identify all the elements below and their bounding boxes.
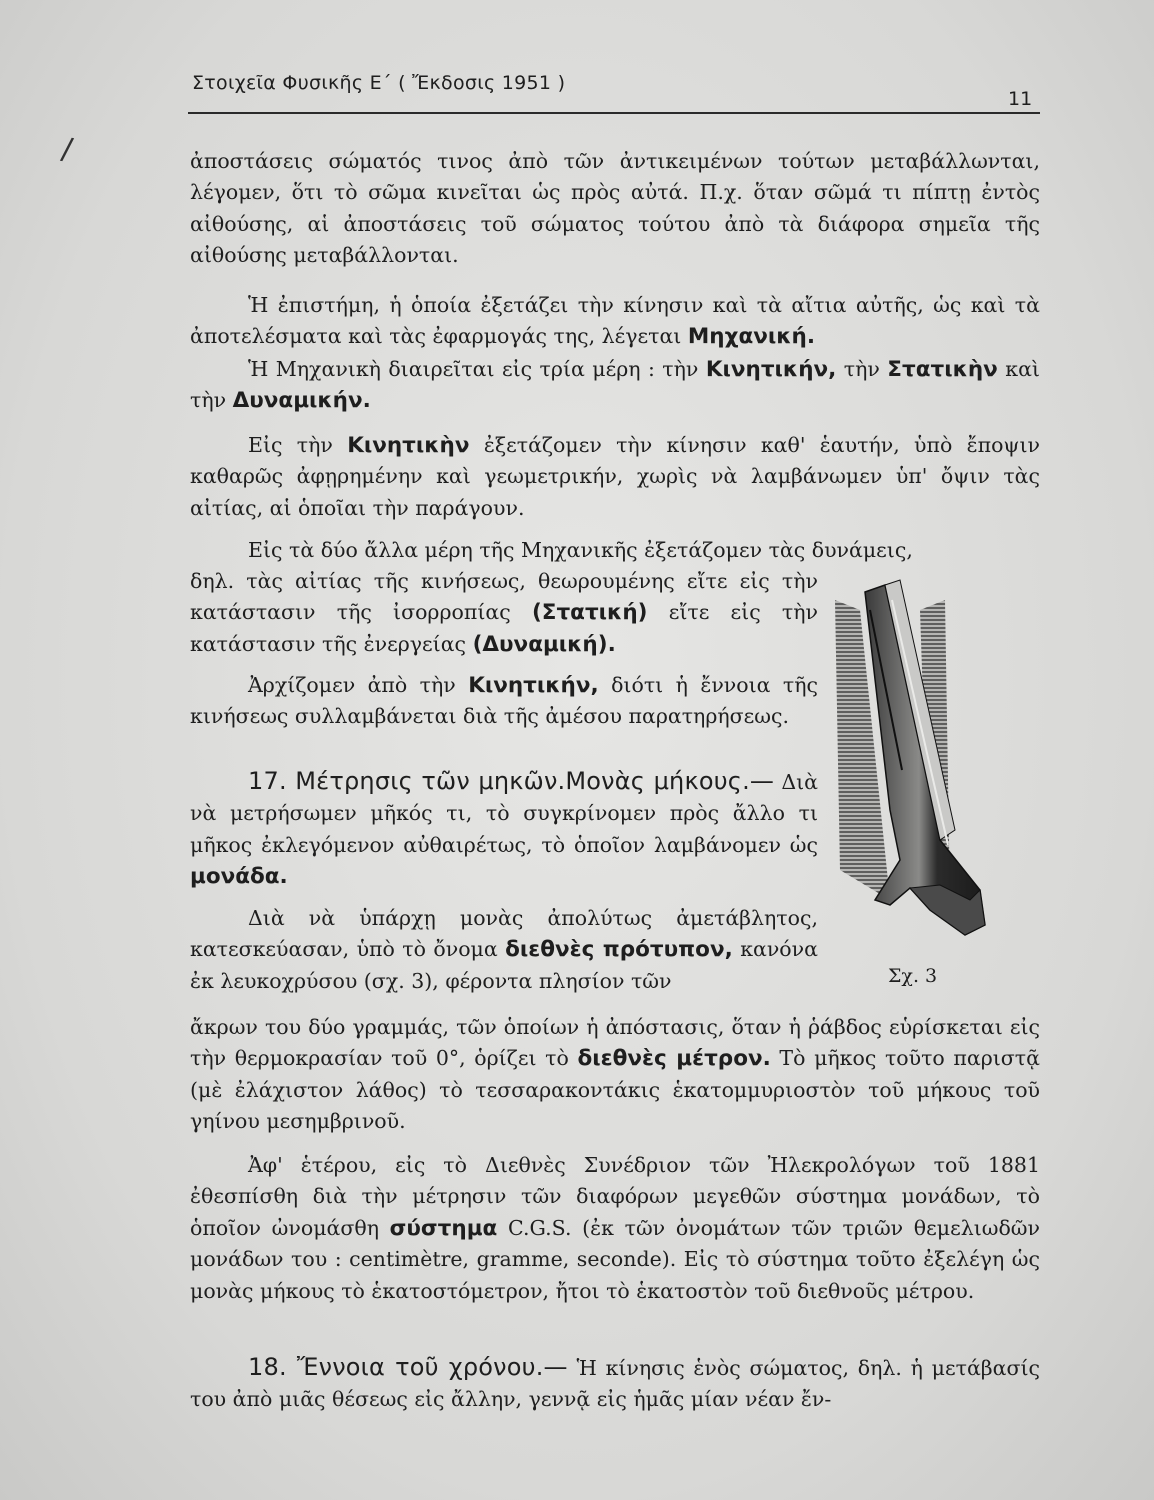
paragraph-forces-continuation: [190, 566, 818, 660]
bold-term: Στατικὴν: [887, 357, 998, 382]
bold-term: σύστημα: [389, 1215, 498, 1241]
paragraph-text: Ἡ Μηχανικὴ διαιρεῖται εἰς τρία μέρη : τὴν: [248, 357, 699, 381]
bold-term: διεθνὲς πρότυπον,: [505, 937, 733, 963]
bold-term: Δυναμικήν.: [232, 388, 371, 414]
section-title: 18. Ἔννοια τοῦ χρόνου.—: [248, 1353, 568, 1381]
section-17: [190, 766, 818, 893]
paragraph-text: Ἡ ἐπιστήμη, ἡ ὁποία ἐξετάζει τὴν κίνησιν καὶ τὰ αἴτια αὐτῆς, ὡς καὶ τὰ ἀποτελέσματα καὶ τὰς ἐφαρμογάς της, λέγεται: [190, 293, 1040, 349]
section-18: [190, 1352, 1040, 1416]
figure-caption: Σχ. 3: [888, 965, 938, 987]
paragraph-text: δηλ. τὰς αἰτίας τῆς κινήσεως, θεωρουμένης εἴτε εἰς τὴν κατάστασιν τῆς ἰσορροπίας: [190, 569, 818, 625]
paragraph-text: C.G.S. (ἐκ τῶν ὀνομάτων τῶν τριῶν θεμελιωδῶν μονάδων του : centimètre, gramme, seconde). Εἰς τὸ σύστημα τοῦτο ἐξελέγη ὡς μονὰς μήκους τὸ ἑκατοστόμετρον, ἤτοι τὸ ἑκατοστὸν τοῦ διεθνοῦς μέτρου.: [190, 1215, 1040, 1303]
paragraph-text: διότι ἡ ἔννοια τῆς κινήσεως συλλαμβάνεται διὰ τῆς ἀμέσου παρατηρήσεως.: [190, 673, 818, 729]
paragraph-text: Διὰ νὰ μετρήσωμεν μῆκός τι, τὸ συγκρίνομεν πρὸς ἄλλο τι μῆκος ἐκλεγόμενον αὐθαιρέτως, τὸ ὁποῖον λαμβάνομεν ὡς: [190, 770, 818, 857]
running-header: Στοιχεῖα Φυσικῆς Ε΄ ( Ἔκδοσις 1951 ): [192, 72, 566, 94]
bold-term: Κινητικὴν: [347, 433, 470, 458]
paragraph-text: ἀποστάσεις σώματός τινος ἀπὸ τῶν ἀντικειμένων τούτων μεταβάλλωνται, λέγομεν, ὅτι τὸ σῶμα κινεῖται ὡς πρὸς αὐτά. Π.χ. ὅταν σῶμά τι πίπτῃ ἐντὸς αἰθούσης, αἱ ἀποστάσεις τοῦ σώματος τούτου ἀπὸ τὰ διάφορα σημεῖα τῆς αἰθούσης μεταβάλλονται.: [190, 149, 1040, 268]
margin-pencil-mark: /: [59, 131, 76, 168]
paragraph-mechanics-parts: [190, 354, 1040, 417]
paragraph-text: Εἰς τὴν: [248, 433, 333, 457]
paragraph-text: τὴν: [843, 357, 880, 381]
paragraph-text: Ἡ κίνησις ἑνὸς σώματος, δηλ. ἡ μετάβασίς του ἀπὸ μιᾶς θέσεως εἰς ἄλλην, γεννᾷ εἰς ἡμᾶς μίαν νέαν ἔν-: [190, 1356, 1040, 1412]
page-number: 11: [1008, 88, 1033, 110]
paragraph-text: ἄκρων του δύο γραμμάς, τῶν ὁποίων ἡ ἀπόστασις, ὅταν ἡ ῥάβδος εὑρίσκεται εἰς τὴν θερμοκρασίαν τοῦ 0°, ὁρίζει τὸ: [190, 1015, 1040, 1071]
paragraph-text: καὶ τὴν: [190, 357, 1040, 413]
paragraph-text: Διὰ νὰ ὑπάρχῃ μονὰς ἀπολύτως ἀμετάβλητος, κατεσκεύασαν, ὑπὸ τὸ ὄνομα: [190, 906, 818, 962]
paragraph-mechanics-definition: [190, 290, 1040, 353]
paragraph-standard-meter-continuation: [190, 1012, 1040, 1138]
section-title: 17. Μέτρησις τῶν μηκῶν.Μονὰς μήκους.—: [248, 767, 775, 795]
paragraph-standard-meter: [190, 903, 818, 997]
paragraph-text: Τὸ μῆκος τοῦτο παριστᾷ (μὲ ἐλάχιστον λάθος) τὸ τεσσαρακοντάκις ἑκατομμυριοστὸν τοῦ μήκους τοῦ γηίνου μεσημβρινοῦ.: [190, 1046, 1040, 1134]
paragraph-cgs-system: [190, 1150, 1040, 1307]
paragraph-kinematics: [190, 430, 1040, 524]
paragraph-forces-line: [190, 535, 1040, 566]
paragraph-text: Ἀρχίζομεν ἀπὸ τὴν: [248, 673, 456, 697]
paragraph-text: κανόνα ἐκ λευκοχρύσου (σχ. 3), φέροντα πλησίον τῶν: [190, 937, 818, 993]
header-rule: [188, 112, 1040, 114]
bold-term: Κινητικήν,: [468, 673, 599, 698]
meter-bar-figure: [830, 570, 1000, 955]
paragraph-continuation: [190, 146, 1040, 272]
bold-term: (Στατική): [531, 600, 648, 626]
paragraph-text: εἴτε εἰς τὴν κατάστασιν τῆς ἐνεργείας: [190, 600, 818, 656]
bold-term: Μηχανική.: [687, 324, 815, 350]
bold-term: (Δυναμική).: [472, 631, 616, 657]
bold-term: μονάδα.: [190, 864, 288, 890]
paragraph-start-kinematics: [190, 670, 818, 733]
paragraph-text: Ἀφ' ἑτέρου, εἰς τὸ Διεθνὲς Συνέδριον τῶν Ἠλεκρολόγων τοῦ 1881 ἐθεσπίσθη διὰ τὴν μέτρησιν τῶν διαφόρων μεγεθῶν σύστημα μονάδων, τὸ ὁποῖον ὠνομάσθη: [190, 1153, 1040, 1240]
paragraph-text: Εἰς τὰ δύο ἄλλα μέρη τῆς Μηχανικῆς ἐξετάζομεν τὰς δυνάμεις,: [248, 538, 913, 562]
bold-term: Κινητικήν,: [705, 357, 837, 382]
paragraph-text: ἐξετάζομεν τὴν κίνησιν καθ' ἑαυτήν, ὑπὸ ἔποψιν καθαρῶς ἀφῃρημένην καὶ γεωμετρικήν, χωρὶς νὰ λαμβάνωμεν ὑπ' ὄψιν τὰς αἰτίας, αἱ ὁποῖαι τὴν παράγουν.: [190, 433, 1040, 520]
bold-term: διεθνὲς μέτρον.: [577, 1046, 771, 1072]
